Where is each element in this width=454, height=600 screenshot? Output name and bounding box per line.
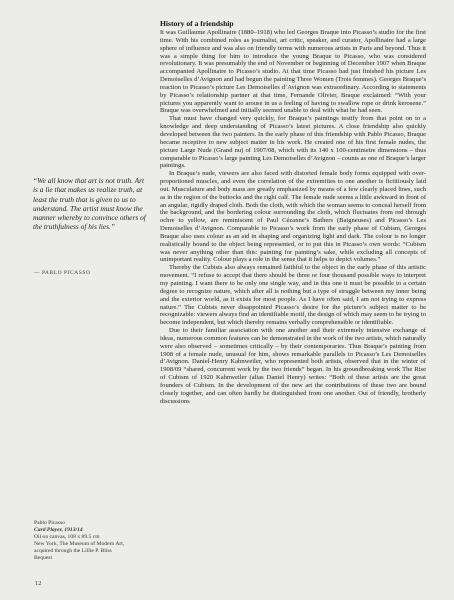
caption-artist: Pablo Picasso [34, 520, 65, 526]
article-paragraph: That must have changed very quickly, for Braque’s paintings testify from that point on to a knowledge and deep understanding of Picasso’s latest pictures. A close friendship also quickly developed between the two painters. In the early phase of this friendship with Pablo Picasso, Braque became receptive to new subject matter in his work. He created one of his first female nudes, the picture Large Nude (Grand nu) of 1907/08, which with its 140 x 100-centimetre dimensions – thus comparable to Picasso’s large painting Les Demoiselles d’Avignon – counts as one of Braque’s larger paintings. [160, 115, 426, 170]
article-paragraph: It was Guillaume Apollinaire (1880–1918) who led Georges Braque into Picasso’s studio for the first time. With his combined roles as journalist, art critic, speaker, and curator, Apollinaire had a large sphere of influence and was also on friendly terms with numerous artists in Paris and beyond. Thus it was a simple thing for him to introduce the young Braque to Picasso, who was considered revolutionary. It was presumably the end of November or beginning of December 1907 when Braque accompanied Apollinaire to Picasso’s studio. At that time Picasso had just finished his picture Les Demoiselles d’Avignon and had begun the painting Three Women (Trois femmes). Georges Braque’s reaction to Picasso’s picture Les Demoiselles d’Avignon was extraordinary. According to statements by Picasso’s relationship partner at that time, Fernande Olivier, Braque exclaimed: “With your pictures you apparently want to arouse in us a feeling of having to swallow rope or drink kerosene.” Braque was overwhelmed and initially seemed unable to deal with what he had seen. [160, 29, 426, 115]
caption-location: New York, The Museum of Modern Art, [34, 540, 125, 547]
figure-caption [34, 520, 152, 561]
article-paragraph: Thereby the Cubists also always remained faithful to the object in the early phase of this artistic movement. “I refuse to accept that there should be three or four thousand possible ways to interpret my painting. I want there to be only one single way, and in this one it must be possible to a certain degree to recognize nature, which after all is nothing but a type of struggle between my inner being and the exterior world, as it exists for most people. As I have often said, I am not trying to express nature.” The Cubists never disappointed Picasso’s desire for the picture’s subject matter to be recognizable: viewers always find an identifiable motif, the design of which may seem to be trying to become independent, but which thereby remains verbally comprehensible or identifiable. [160, 264, 426, 327]
pull-quote-author: — PABLO PICASSO [34, 270, 91, 276]
caption-medium: Oil on canvas, 108 x 89.5 cm [34, 533, 100, 540]
pull-quote: “We all know that art is not truth. Art is a lie that makes us realize truth, at least the truth that is given to us to understand. The artist must know the manner whereby to convince others of the truthfulness of his lies.” [33, 176, 146, 232]
caption-acquisition-cont: Bequest [34, 554, 53, 561]
article-paragraph: Due to their familiar association with one another and their extremely intensive exchange of ideas, numerous common features can be demonstrated in the work of the two artists, which naturally were also observed – sometimes critically – by their contemporaries. Thus Braque’s painting from 1908 of a female nude, unusual for him, shows remarkable parallels to Picasso’s Les Demoiselles d’Avignon. Daniel-Henry Kahnweiler, who represented both artists, observed that in the winter of 1908/09 “shared, concurrent work by the two friends” began. In his groundbreaking work The Rise of Cubism of 1920 Kahnweiler (alias Daniel Henry) writes: “Both of these artists are the great founders of Cubism. In the development of the new art the contributions of these two are bound closely together, and can often hardly be distinguished from one another. Out of friendly, brotherly discussions [160, 327, 426, 405]
caption-title: Card Player, 1913/14 [34, 526, 83, 533]
page-number: 12 [35, 580, 42, 587]
article-paragraph: In Braque’s nude, viewers are also faced with distorted female body forms equipped with over-proportioned muscles, and even the correlation of the extremities to one another is fictitiously laid out. Musculature and body mass are greatly emphasized by means of a few clearly placed lines, such as in the region of the buttocks and the right calf. The female nude seems a little awkward in front of an angular, rigidly draped cloth. Both the cloth, with which the woman seems to conceal herself from the background, and the bordering colour surrounding the cloth, which fluctuates from red through ochre to yellow, are reminiscent of Paul Cézanne’s Bathers (Baigneuses) and Picasso’s Les Demoiselles d’Avignon. Comparable to Picasso’s work from the early phase of Cubism, Georges Braque also uses colour as an aid in shaping and organizing light and dark. The colour is no longer realistically bound to the object being represented, or to put this in Picasso’s own words: “Cubism was never anything other than this: painting for painting’s sake, while excluding all concepts of unimportant reality. Colour plays a role in the sense that it helps to depict volumes.” [160, 170, 426, 264]
section-heading: History of a friendship [160, 19, 234, 28]
caption-acquisition: acquired through the Lillie P. Bliss [34, 547, 112, 554]
article-column [160, 19, 426, 406]
